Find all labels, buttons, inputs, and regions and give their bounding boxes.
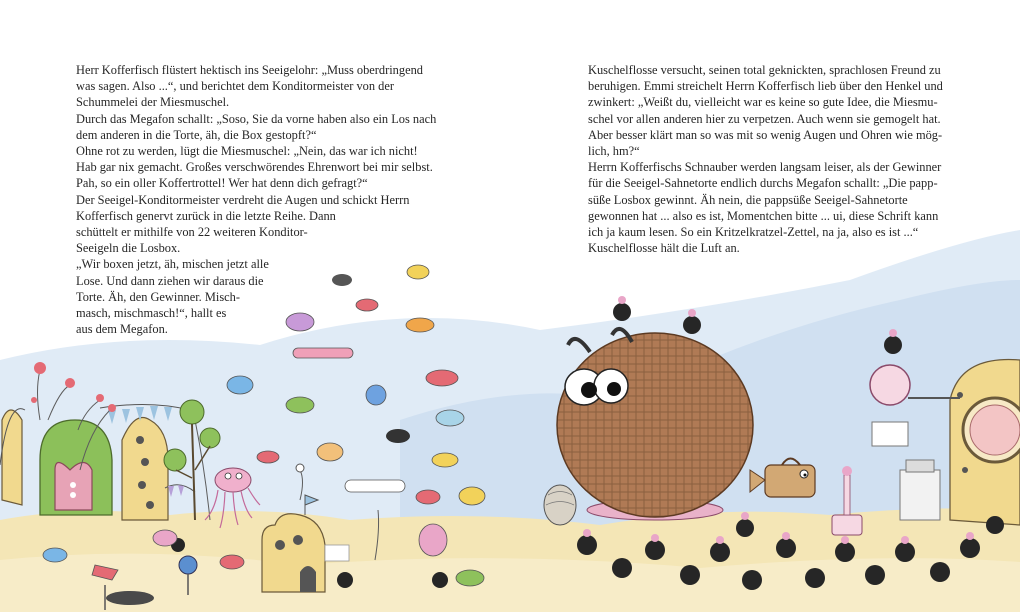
right-line-3: zwinkert: „Weißt du, vielleicht war es keine so gute Idee, die Miesmu-	[588, 95, 938, 110]
left-line-5: dem anderen in die Torte, äh, die Box gestopft?“	[76, 127, 317, 142]
right-line-8: für die Seeigel-Sahnetorte endlich durchs Megafon schallt: „Die papp-	[588, 176, 938, 191]
right-page-text	[588, 62, 948, 256]
right-line-10: gewonnen hat ... also es ist, Momentchen bitte ... ui, diese Schrift kann	[588, 208, 939, 223]
left-line-3: Schummelei der Miesmuschel.	[76, 95, 230, 110]
left-line-13: „Wir boxen jetzt, äh, mischen jetzt alle	[76, 257, 269, 272]
left-line-1: Herr Kofferfisch flüstert hektisch ins Seeigelohr: „Muss oberdringend	[76, 63, 423, 77]
left-page-text	[76, 62, 436, 337]
mussel-character	[544, 485, 576, 525]
left-line-8: Pah, so ein oller Koffertrottel! Wer hat denn dich gefragt?“	[76, 176, 368, 191]
left-line-16: masch, mischmasch!“, hallt es	[76, 306, 227, 321]
right-line-12: Kuschelflosse hält die Luft an.	[588, 241, 740, 256]
right-line-6: lich, hm?“	[588, 144, 640, 159]
right-line-7: Herrn Kofferfischs Schnauber werden langsam leiser, als der Gewinner	[588, 160, 942, 175]
left-line-10: Kofferfisch genervt zurück in die letzte Reihe. Dann	[76, 208, 336, 223]
right-line-2: beruhigen. Emmi streichelt Herrn Kofferfisch lieb über den Henkel und	[588, 79, 943, 94]
left-line-7: Hab gar nix gemacht. Großes verschwörendes Ehrenwort bei mir selbst.	[76, 160, 433, 175]
left-line-6: Ohne rot zu werden, lügt die Miesmuschel: „Nein, das war ich nicht!	[76, 144, 418, 159]
left-line-17: aus dem Megafon.	[76, 322, 168, 337]
right-line-9: süße Losbox gewinnt. Äh nein, die pappsüße Seeigel-Sahnetorte	[588, 192, 908, 207]
left-line-12: Seeigeln die Losbox.	[76, 241, 181, 256]
right-line-1: Kuschelflosse versucht, seinen total geknickten, sprachlosen Freund zu	[588, 63, 941, 77]
left-line-14: Lose. Und dann ziehen wir daraus die	[76, 273, 264, 288]
left-line-4: Durch das Megafon schallt: „Soso, Sie da vorne haben also ein Los nach	[76, 111, 437, 126]
left-line-9: Der Seeigel-Konditormeister verdreht die Augen und schickt Herrn	[76, 192, 410, 207]
right-line-11: ich ja kaum lesen. So ein Kritzelkratzel-Zettel, na ja, also es ist ...“	[588, 225, 919, 240]
right-line-4: schel vor allen anderen hier zu verpetzen. Auch wenn sie gemogelt hat.	[588, 111, 941, 126]
left-line-2: was sagen. Also ...“, und berichtet dem Konditormeister von der	[76, 79, 394, 94]
left-line-15: Torte. Äh, den Gewinner. Misch-	[76, 289, 240, 304]
left-line-11: schüttelt er mithilfe von 22 weiteren Konditor-	[76, 225, 308, 240]
right-line-5: Aber besser klärt man so was mit so wenig Augen und Ohren wie mög-	[588, 127, 943, 142]
